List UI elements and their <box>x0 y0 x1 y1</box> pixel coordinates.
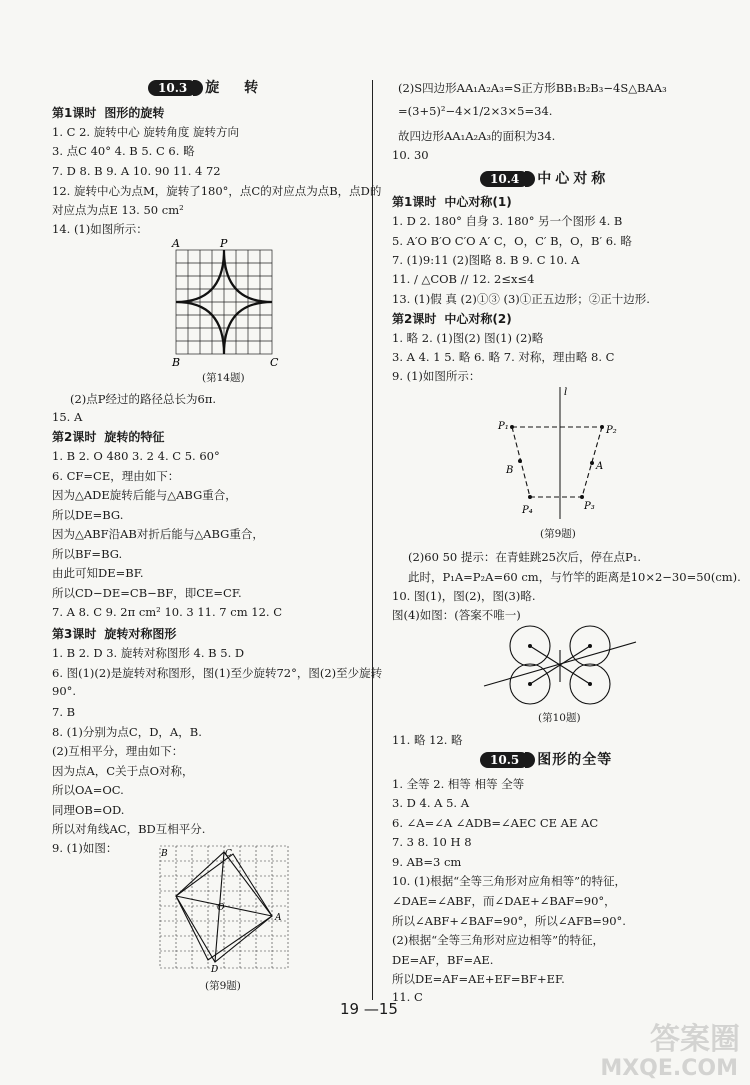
answer-line: 13. (1)假 真 (2)①③ (3)①正五边形；②正十边形. <box>392 292 650 306</box>
lesson-heading-3: 第3课时 旋转对称图形 <box>52 627 177 641</box>
answer-line: 因为点A，C关于点O对称， <box>52 764 194 778</box>
section-heading-10-3 <box>148 80 268 96</box>
section-heading-10-5 <box>480 752 612 768</box>
answer-line: 因为△ABF沿AB对折后能与△ABG重合， <box>52 527 264 541</box>
figure-10-circles <box>480 620 640 710</box>
answer-line: 9. AB=3 cm <box>392 855 462 869</box>
label-b: B <box>172 356 181 368</box>
answer-line: 15. A <box>52 410 83 424</box>
answer-line: DE=AF，BF=AE. <box>392 953 494 967</box>
lesson-heading-1: 第1课时 图形的旋转 <box>52 106 165 120</box>
answer-line: 10. 30 <box>392 148 429 162</box>
section-heading-10-4 <box>480 171 609 187</box>
watermark-url: MXQE.COM <box>600 1056 738 1081</box>
section-title: 旋 转 <box>205 80 269 96</box>
figure-9r-caption: (第9题) <box>540 528 576 540</box>
section-number: 10.3 <box>148 80 197 96</box>
answer-line: 由此可知DE=BF. <box>52 566 144 580</box>
answer-line: 6. CF=CE，理由如下： <box>52 469 180 483</box>
answer-line: 9. (1)如图所示： <box>392 369 481 383</box>
answer-line: 1. 略 2. (1)图(2) 图(1) (2)略 <box>392 331 544 345</box>
answer-line: 6. ∠A=∠A ∠ADB=∠AEC CE AE AC <box>392 816 599 830</box>
label-b: B <box>506 465 514 476</box>
answer-line: 5. A′O B′O C′O A′ C，O，C′ B，O，B′ 6. 略 <box>392 234 632 248</box>
answer-line: 故四边形AA₁A₂A₃的面积为34. <box>398 129 556 143</box>
figure-10-caption: (第10题) <box>538 712 581 724</box>
answer-line: 所以DE=BG. <box>52 508 124 522</box>
figure-9-caption: (第9题) <box>205 980 241 992</box>
answer-line: (2)根据“全等三角形对应边相等”的特征， <box>392 933 605 947</box>
answer-line: 3. D 4. A 5. A <box>392 796 470 810</box>
answer-line: 所以CD−DE=CB−BF，即CE=CF. <box>52 586 242 600</box>
answer-line: 10. (1)根据“全等三角形对应角相等”的特征， <box>392 874 626 888</box>
answer-line: 7. (1)9:11 (2)图略 8. B 9. C 10. A <box>392 253 580 267</box>
page-number: 19 —15 <box>340 1000 398 1018</box>
answer-line: 此时，P₁A=P₂A=60 cm，与竹竿的距离是10×2−30=50(cm). <box>408 570 741 584</box>
section-number: 10.4 <box>480 171 529 187</box>
answer-line: 所以DE=AF=AE+EF=BF+EF. <box>392 972 565 986</box>
lesson-heading-r1: 第1课时 中心对称(1) <box>392 195 512 209</box>
lesson-heading-r2: 第2课时 中心对称(2) <box>392 312 512 326</box>
answer-line: 11. / △COB // 12. 2≤x≤4 <box>392 272 535 286</box>
label-b: B <box>161 849 168 859</box>
answer-line: (2)S四边形AA₁A₂A₃=S正方形BB₁B₂B₃−4S△BAA₃ <box>398 81 667 95</box>
answer-line: 11. 略 12. 略 <box>392 733 463 747</box>
answer-line: 10. 图(1)，图(2)，图(3)略. <box>392 589 536 603</box>
answer-line: 90°. <box>52 684 77 698</box>
figure-14-caption: (第14题) <box>202 372 245 384</box>
label-a: A <box>172 238 180 250</box>
answer-line: 所以BF=BG. <box>52 547 123 561</box>
section-number: 10.5 <box>480 752 529 768</box>
label-l: l <box>564 387 568 398</box>
answer-line: 1. B 2. O 480 3. 2 4. C 5. 60° <box>52 449 220 463</box>
answer-line: 8. (1)分别为点C，D，A，B. <box>52 725 202 739</box>
label-d: D <box>211 965 219 975</box>
answer-line: 7. A 8. C 9. 2π cm² 10. 3 11. 7 cm 12. C <box>52 605 283 619</box>
answer-line: 11. C <box>392 990 423 1004</box>
answer-line: (2)点P经过的路径总长为6π. <box>70 392 217 406</box>
label-p: P <box>220 238 228 250</box>
figure-9-grid <box>155 840 295 975</box>
answer-line: 12. 旋转中心为点M，旋转了180°，点C的对应点为点B，点D的 <box>52 184 382 198</box>
answer-line: (2)互相平分，理由如下： <box>52 744 184 758</box>
lesson-heading-2: 第2课时 旋转的特征 <box>52 430 165 444</box>
label-p4: P₄ <box>522 505 533 516</box>
answer-line: 3. A 4. 1 5. 略 6. 略 7. 对称，理由略 8. C <box>392 350 615 364</box>
answer-line: 因为△ADE旋转后能与△ABG重合， <box>52 488 237 502</box>
answer-line: 同理OB=OD. <box>52 803 125 817</box>
answer-line: (2)60 50 提示：在青蛙跳25次后，停在点P₁. <box>408 550 642 564</box>
answer-line: 7. B <box>52 705 76 719</box>
section-title: 中心对称 <box>537 171 610 187</box>
answer-line: 1. C 2. 旋转中心 旋转角度 旋转方向 <box>52 125 240 139</box>
answer-line: 1. 全等 2. 相等 相等 全等 <box>392 777 525 791</box>
label-a: A <box>275 913 282 923</box>
answer-line: 7. 3 8. 10 H 8 <box>392 835 472 849</box>
answer-line: 1. B 2. D 3. 旋转对称图形 4. B 5. D <box>52 646 245 660</box>
answer-line: 9. (1)如图： <box>52 841 118 855</box>
answer-line: 1. D 2. 180° 自身 3. 180° 另一个图形 4. B <box>392 214 623 228</box>
figure-14-grid <box>170 238 280 368</box>
label-c: C <box>270 356 279 368</box>
answer-line: 所以OA=OC. <box>52 783 124 797</box>
label-p2: P₂ <box>606 425 617 436</box>
answer-line: 14. (1)如图所示： <box>52 222 148 236</box>
answer-line: 6. 图(1)(2)是旋转对称图形，图(1)至少旋转72°，图(2)至少旋转 <box>52 666 383 680</box>
label-o: O <box>217 903 225 913</box>
figure-9r-trapezoid <box>490 385 630 520</box>
watermark-logo: 答案圈 <box>650 1022 740 1057</box>
section-title: 图形的全等 <box>537 752 613 768</box>
label-c: C <box>225 849 232 859</box>
answer-line: 对应点为点E 13. 50 cm² <box>52 203 184 217</box>
answer-line: 7. D 8. B 9. A 10. 90 11. 4 72 <box>52 164 221 178</box>
answer-line: 图(4)如图：(答案不唯一) <box>392 608 521 622</box>
answer-line: 3. 点C 40° 4. B 5. C 6. 略 <box>52 144 195 158</box>
label-a: A <box>596 461 604 472</box>
label-p3: P₃ <box>584 501 595 512</box>
answer-line: ∠DAE=∠ABF，而∠DAE+∠BAF=90°， <box>392 894 616 908</box>
column-divider <box>372 80 373 1000</box>
label-p1: P₁ <box>498 421 509 432</box>
answer-line: 所以对角线AC，BD互相平分. <box>52 822 206 836</box>
answer-line: 所以∠ABF+∠BAF=90°，所以∠AFB=90°. <box>392 914 626 928</box>
answer-line: =(3+5)²−4×1/2×3×5=34. <box>398 104 553 118</box>
